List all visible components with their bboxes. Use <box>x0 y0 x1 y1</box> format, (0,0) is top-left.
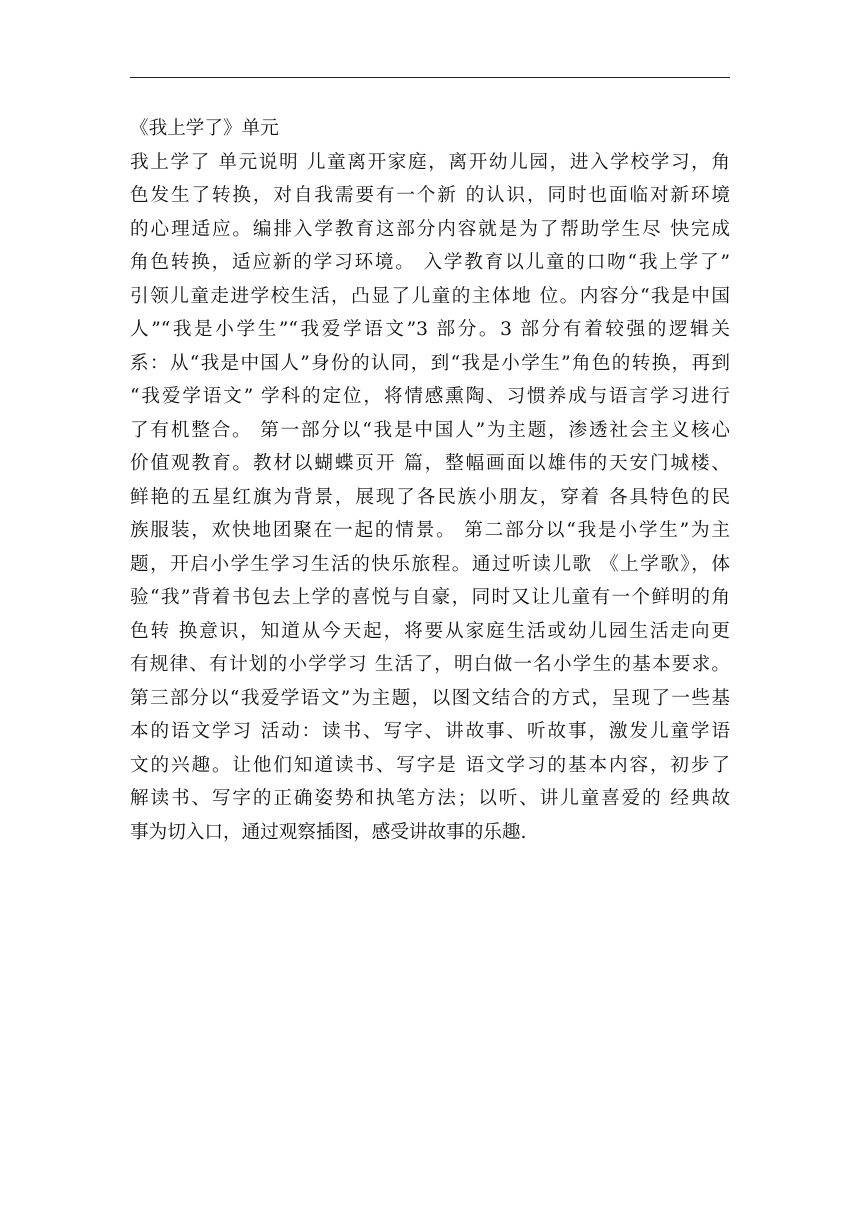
paragraph-line: 第三部分以“我爱学语文”为主题，以图文结合的方式，呈现了一些基 <box>130 687 730 709</box>
document-body <box>130 112 730 849</box>
paragraph-line: 角色转换，适应新的学习环境。 入学教育以儿童的口吻“我上学了” <box>130 252 730 273</box>
paragraph-line: 解读书、写字的正确姿势和执笔方法；以听、讲儿童喜爱的 经典故 <box>130 788 730 809</box>
header-rule <box>130 77 730 78</box>
paragraph-line: 有规律、有计划的小学学习 生活了，明白做一名小学生的基本要求。 <box>130 654 730 675</box>
paragraph-line: 了有机整合。 第一部分以“我是中国人”为主题，渗透社会主义核心 <box>130 419 730 441</box>
paragraph-line: 我上学了 单元说明 儿童离开家庭，离开幼儿园，进入学校学习，角 <box>130 151 730 173</box>
paragraph-line: 的心理适应。编排入学教育这部分内容就是为了帮助学生尽 快完成 <box>130 218 730 240</box>
paragraph-line: 人”“我是小学生”“我爱学语文”3 部分。3 部分有着较强的逻辑关 <box>130 319 730 340</box>
paragraph-line: 鲜艳的五星红旗为背景，展现了各民族小朋友，穿着 各具特色的民 <box>130 486 730 508</box>
paragraph-line: 事为切入口，通过观察插图，感受讲故事的乐趣. <box>130 821 527 843</box>
paragraph-line: 文的兴趣。让他们知道读书、写字是 语文学习的基本内容，初步了 <box>130 754 730 776</box>
paragraph-line: 系：从“我是中国人”身份的认同，到“我是小学生”角色的转换，再到 <box>130 352 730 374</box>
paragraph-line: 族服装，欢快地团聚在一起的情景。 第二部分以“我是小学生”为主 <box>130 520 730 541</box>
paragraph-line: 验“我”背着书包去上学的喜悦与自豪，同时又让儿童有一个鲜明的角 <box>130 587 730 608</box>
paragraph-line: 色转 换意识，知道从今天起，将要从家庭生活或幼儿园生活走向更 <box>130 620 730 642</box>
document-title: 《我上学了》单元 <box>130 118 279 139</box>
paragraph-line: 题，开启小学生学习生活的快乐旅程。通过听读儿歌 《上学歌》，体 <box>130 553 730 575</box>
paragraph-line: 引领儿童走进学校生活，凸显了儿童的主体地 位。内容分“我是中国 <box>130 285 730 307</box>
paragraph-line: 本的语文学习 活动：读书、写字、讲故事、听故事，激发儿童学语 <box>130 721 730 742</box>
paragraph-line: “我爱学语文” 学科的定位，将情感熏陶、习惯养成与语言学习进行 <box>130 386 730 407</box>
paragraph-line: 价值观教育。教材以蝴蝶页开 篇，整幅画面以雄伟的天安门城楼、 <box>130 453 730 474</box>
paragraph-line: 色发生了转换，对自我需要有一个新 的认识，同时也面临对新环境 <box>130 185 730 206</box>
